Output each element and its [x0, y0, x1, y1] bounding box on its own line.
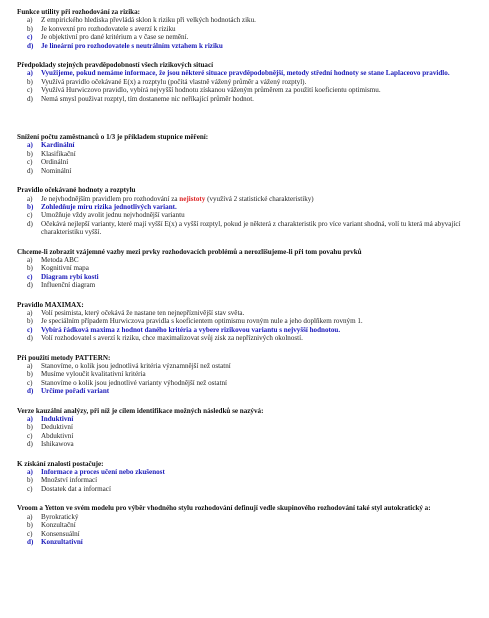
option-text: Je lineární pro rozhodovatele s neutrálním vztahem k riziku	[41, 41, 223, 50]
correct-option-row	[17, 42, 477, 50]
option-letter: a)	[27, 69, 33, 78]
question-title: K získání znalosti postačuje:	[17, 459, 104, 468]
option-letter: c)	[27, 158, 33, 167]
option-letter: a)	[27, 255, 33, 264]
option-letter: b)	[27, 149, 33, 158]
option-row	[17, 95, 477, 103]
correct-option-row	[17, 69, 477, 77]
option-text: Stanovíme, o kolik jsou jednotlivá kritéria významnější než ostatní	[41, 362, 231, 370]
option-text	[41, 195, 477, 203]
option-letter: d)	[27, 219, 33, 228]
option-row	[17, 264, 477, 272]
option-row	[17, 150, 477, 158]
option-text: Využívá Hurwiczovo pravidlo, vybírá nejvyšší hodnotu získanou váženým průměrem za použití koeficientu optimismu.	[41, 86, 381, 95]
option-text: Musíme vyloučit kvalitativní kritéria	[41, 370, 146, 379]
question-block	[17, 248, 477, 290]
question-title: Pravidlo MAXIMAX:	[17, 300, 84, 309]
question-title: Snížení počtu zaměstnanců o 1/3 je příkladem stupnice měření:	[17, 133, 209, 142]
correct-option-row	[17, 273, 477, 281]
option-letter: c)	[27, 325, 33, 334]
option-text: Umožňuje vždy avolit jednu nejvhodnější variantu	[41, 211, 185, 220]
option-row	[17, 25, 477, 33]
option-text: Induktivní	[41, 415, 74, 424]
option-row	[17, 521, 477, 529]
option-letter: b)	[27, 370, 33, 379]
option-letter: c)	[27, 86, 33, 95]
option-row	[17, 211, 477, 219]
option-row	[17, 167, 477, 175]
option-row	[17, 309, 477, 317]
option-row	[17, 195, 477, 203]
option-row	[17, 379, 477, 387]
option-letter: a)	[27, 194, 33, 203]
option-letter: d)	[27, 334, 33, 343]
question-block	[17, 8, 477, 50]
option-letter: a)	[27, 362, 33, 370]
option-text: Stanovíme o kolik jsou jednotlivé varianty výhodnější než ostatní	[41, 378, 227, 387]
option-text: Ishikawova	[41, 440, 74, 449]
option-text: Volí rozhodovatel s averzí k riziku, chce maximalizovat svůj zisk za nepříznivých okolností.	[41, 334, 303, 343]
option-row	[17, 334, 477, 342]
option-letter: d)	[27, 94, 33, 103]
option-letter: b)	[27, 77, 33, 86]
option-row	[17, 432, 477, 440]
option-letter: b)	[27, 521, 33, 530]
correct-option-row	[17, 203, 477, 211]
option-letter: d)	[27, 281, 33, 290]
question-block	[17, 133, 477, 175]
option-row	[17, 16, 477, 24]
option-text: Diagram rybí kosti	[41, 272, 99, 281]
option-text: Určíme pořadí variant	[41, 387, 110, 396]
option-letter: c)	[27, 33, 33, 42]
option-letter: a)	[27, 141, 33, 150]
option-text: Je konvexní pro rozhodovatele s averzí k riziku	[41, 24, 176, 33]
option-text: Využívá pravidlo očekávané E(x) a rozptylu (počítá vlastně vážený průměr a vážený rozptyl).	[41, 77, 307, 86]
option-letter: c)	[27, 211, 33, 220]
option-text: Influenční diagram	[41, 281, 96, 290]
question-title: Pravidlo očekávané hodnoty a rozptylu	[17, 186, 136, 195]
question-block	[17, 61, 477, 103]
option-letter: c)	[27, 484, 33, 493]
option-letter: b)	[27, 476, 33, 485]
option-row	[17, 317, 477, 325]
option-text: Množství informací	[41, 476, 98, 485]
question-block	[17, 301, 477, 343]
option-text: Deduktivní	[41, 423, 73, 432]
option-text: Kognitivní mapa	[41, 264, 89, 273]
correct-option-row	[17, 415, 477, 423]
option-text: Metoda ABC	[41, 255, 79, 264]
option-text: Je objektivní pro dané kritérium a v čase se nemění.	[41, 33, 189, 42]
question-block	[17, 354, 477, 396]
option-letter: b)	[27, 317, 33, 326]
option-row	[17, 370, 477, 378]
option-letter: a)	[27, 468, 33, 477]
question-title: Vroom a Yetton ve svém modelu pro výběr vhodného stylu rozhodování definují vedle skupinového rozhodování také styl autokratický a:	[17, 504, 431, 513]
option-row	[17, 158, 477, 166]
option-row	[17, 440, 477, 448]
option-letter: b)	[27, 264, 33, 273]
question-block	[17, 407, 477, 449]
option-row	[17, 220, 477, 237]
option-text: Zohledňuje míru rizika jednotlivých variant.	[41, 202, 177, 211]
option-letter: c)	[27, 529, 33, 538]
option-letter: b)	[27, 423, 33, 432]
option-text: Z empirického hlediska převládá sklon k riziku při velkých hodnotách ziku.	[41, 16, 256, 25]
option-row	[17, 78, 477, 86]
option-row	[17, 281, 477, 289]
option-letter: c)	[27, 378, 33, 387]
option-row	[17, 423, 477, 431]
option-letter: a)	[27, 16, 33, 25]
question-block	[17, 460, 477, 494]
option-row	[17, 530, 477, 538]
option-row	[17, 513, 477, 521]
option-letter: d)	[27, 440, 33, 449]
option-text: Očekává nejlepší varianty, které mají vyšší E(x) a vyšší rozptyl, pokud je některá z charakteristik pro více variant shodná, volí tu která má abyvající charakteristiku vyšší.	[41, 219, 461, 237]
option-text: Dostatek dat a informací	[41, 484, 111, 493]
option-text: Nemá smysl použivat rozptyl, tím dostaneme nic neříkající průměr hodnot.	[41, 94, 254, 103]
question-block	[17, 504, 477, 546]
correct-option-row	[17, 141, 477, 149]
option-letter: c)	[27, 431, 33, 440]
option-text: Kardinální	[41, 141, 75, 150]
correct-option-row	[17, 468, 477, 476]
option-text: Ordinální	[41, 158, 69, 167]
option-text: Je speciálním případem Hurwiczova pravidla s koeficientem optimismu rovným nule a jeho doplňkem rovným 1.	[41, 317, 363, 326]
option-letter: b)	[27, 202, 34, 211]
option-row	[17, 256, 477, 264]
option-letter: d)	[27, 41, 34, 50]
question-title: Verze kauzální analýzy, při níž je cílem identifikace možných následků se nazývá:	[17, 406, 264, 415]
correct-option-row	[17, 538, 477, 546]
option-text: Vybírá řádková maxima z hodnot daného kritéria a vybere rizikovou variantu s nejvyšší hodnotou.	[41, 325, 341, 334]
option-row	[17, 86, 477, 94]
option-text: Nominální	[41, 166, 72, 175]
option-text-part: (využívá 2 statistické charakteristiky)	[205, 194, 314, 203]
option-letter: d)	[27, 166, 33, 175]
option-text: Byrokratický	[41, 512, 79, 521]
question-block	[17, 186, 477, 236]
option-text: Konsensuální	[41, 529, 80, 538]
option-letter: a)	[27, 308, 33, 317]
option-text: Abduktivní	[41, 431, 74, 440]
option-letter: d)	[27, 537, 34, 546]
option-letter: d)	[27, 387, 34, 396]
question-title: Funkce utility při rozhodování za rizika:	[17, 8, 141, 16]
option-text: Využijeme, pokud nemáme informace, že jsou některé situace pravděpodobnější, metody střední hodnoty se stane Laplaceovo pravidlo.	[41, 69, 450, 78]
correct-option-row	[17, 387, 477, 395]
option-letter: a)	[27, 415, 33, 424]
option-row	[17, 476, 477, 484]
option-text: Volí pesimista, který očekává že nastane ten nejnepříznivější stav světa.	[41, 308, 245, 317]
option-row	[17, 33, 477, 41]
option-letter: b)	[27, 24, 33, 33]
option-letter: a)	[27, 512, 33, 521]
highlighted-word: nejistoty	[179, 194, 206, 203]
option-letter: c)	[27, 272, 33, 281]
question-title: Chceme-li zobrazit vzájemné vazby mezi prvky rozhodovacích problémů a nerozlišujeme-li při tom povahu prvků	[17, 247, 362, 256]
option-text: Konzultativní	[41, 537, 83, 546]
option-row	[17, 485, 477, 493]
correct-option-row	[17, 326, 477, 334]
option-text: Klasifikační	[41, 149, 76, 158]
option-text-part: Je nejvhodnějším pravidlem pro rozhodování za	[41, 194, 180, 203]
question-title: Předpoklady stejných pravděpodobností všech rizikových situací	[17, 61, 214, 70]
question-title: Při použití metody PATTERN:	[17, 353, 111, 362]
option-text: Konzultační	[41, 521, 76, 530]
option-text: Informace a proces učení nebo zkušenost	[41, 468, 165, 477]
option-row	[17, 362, 477, 370]
